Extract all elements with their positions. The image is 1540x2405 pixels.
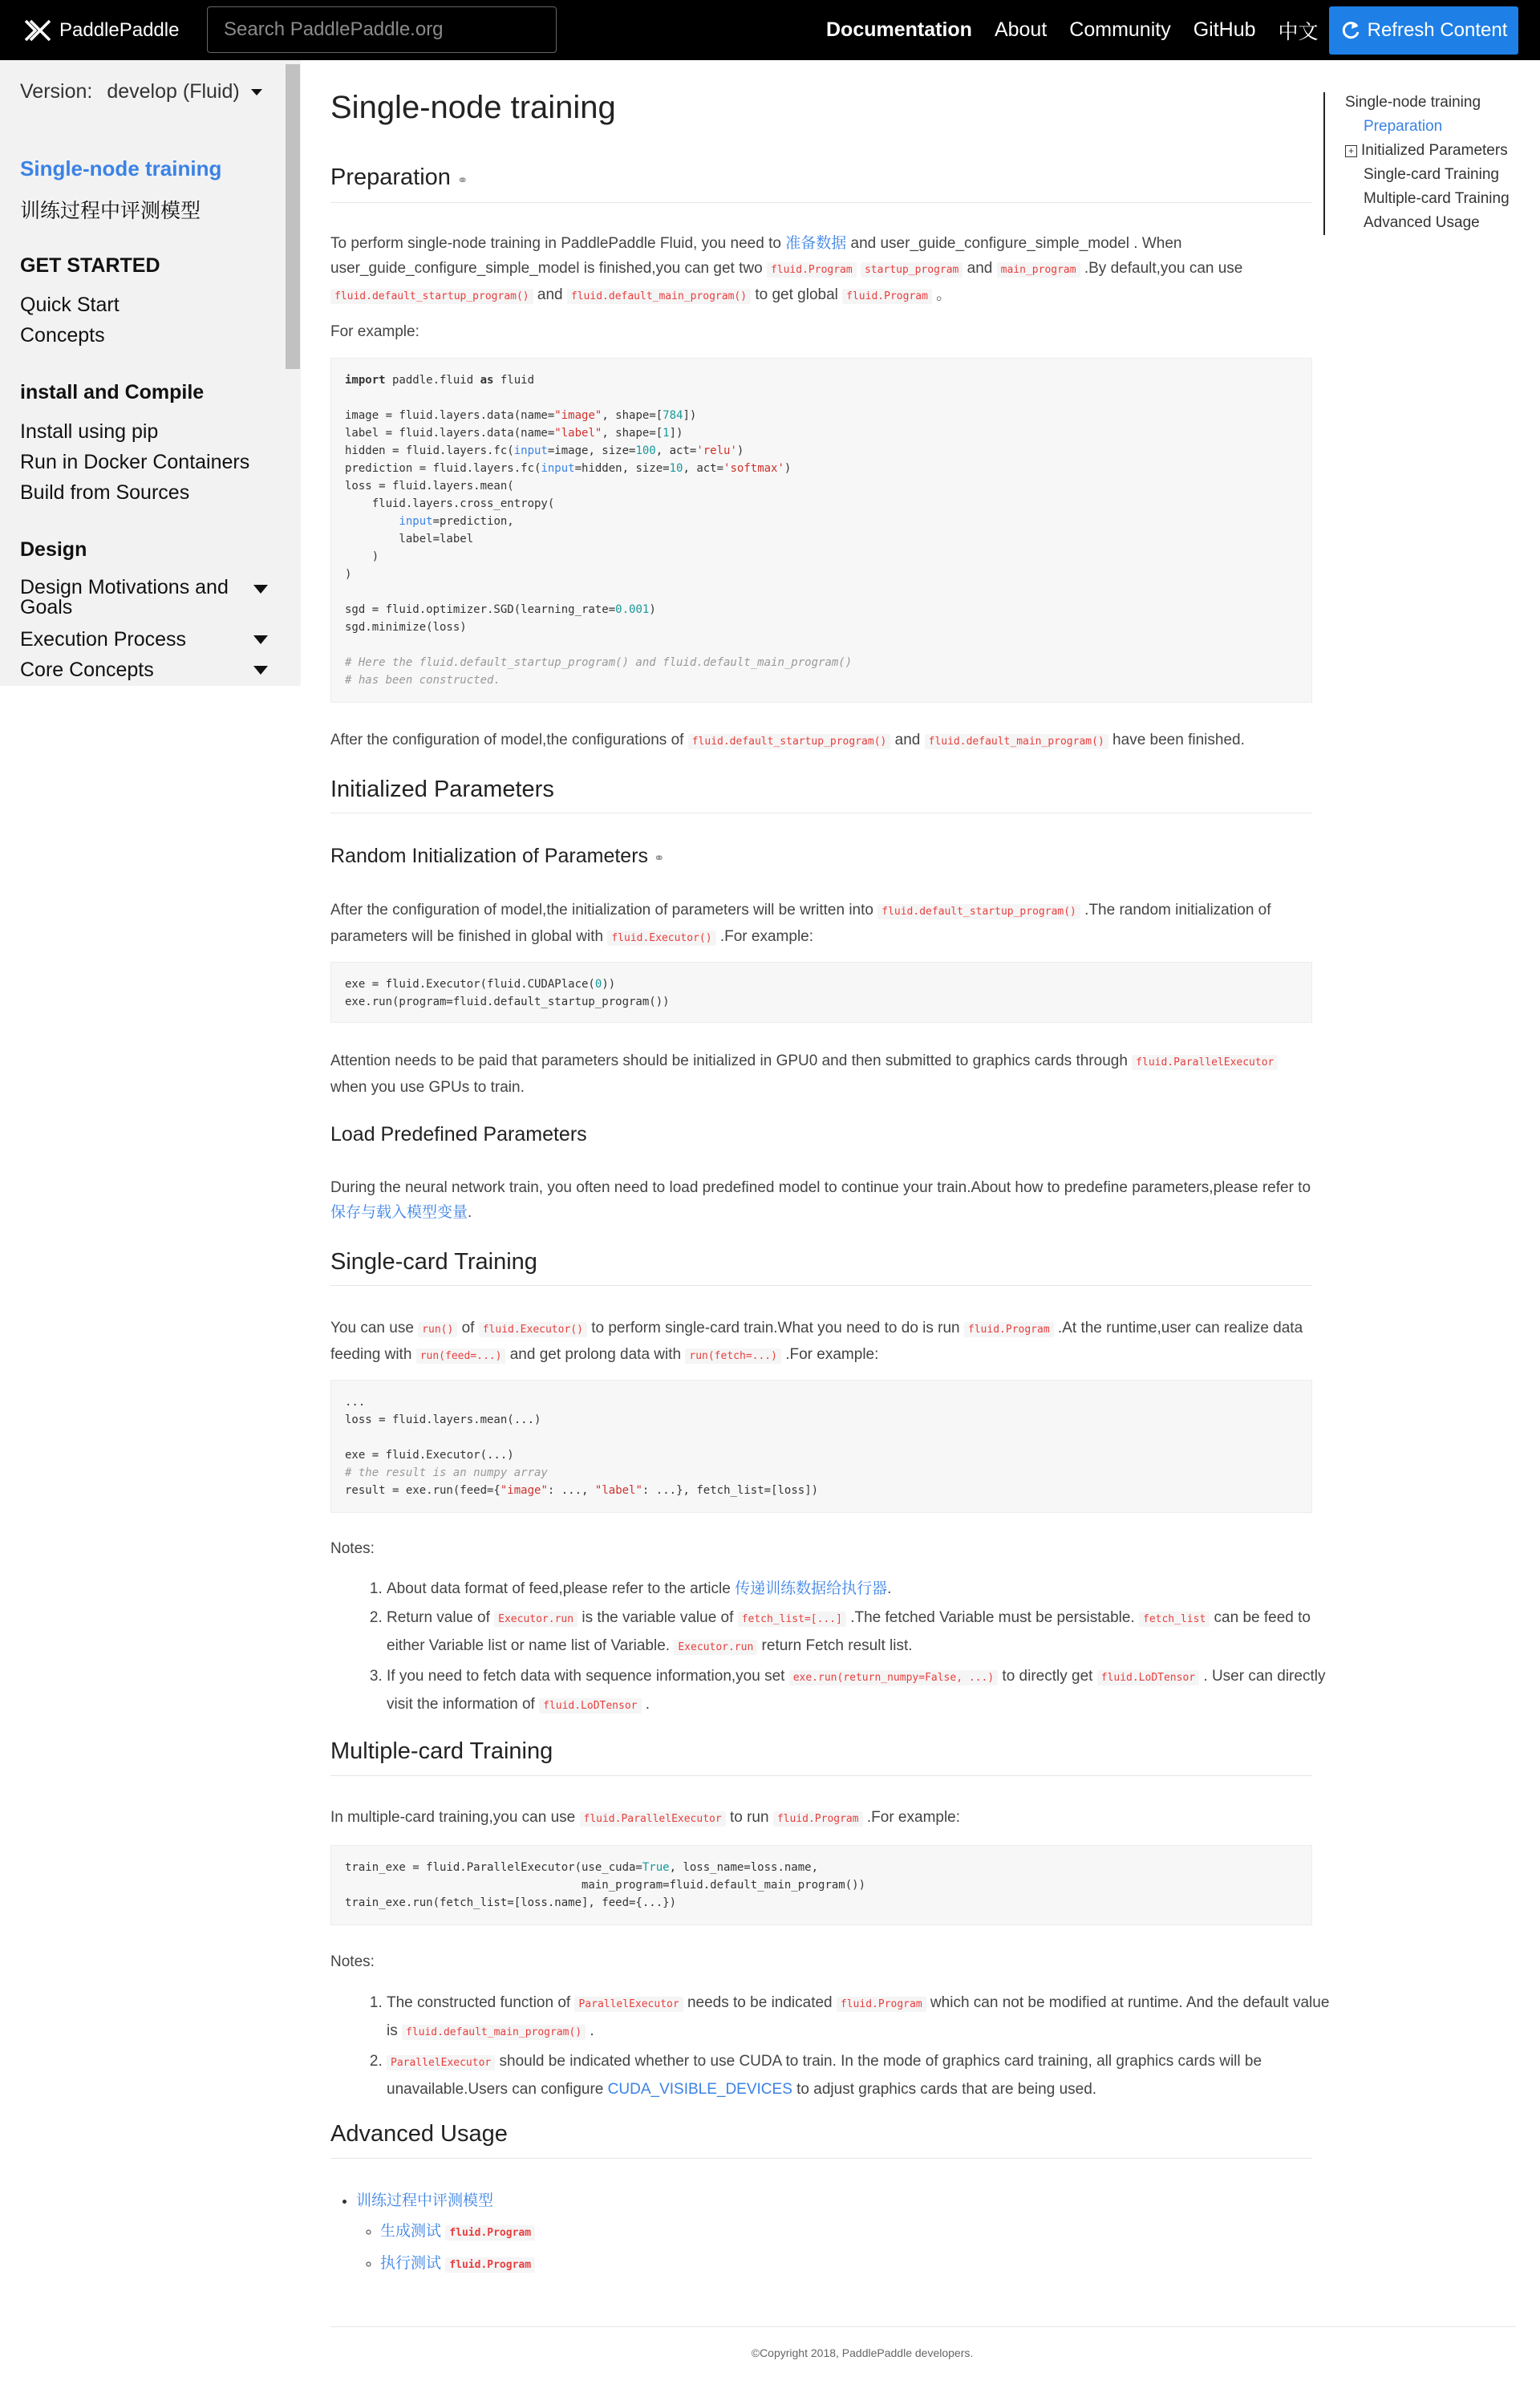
- link-feed-data[interactable]: 传递训练数据给执行器: [735, 1580, 888, 1597]
- version-value: develop (Fluid): [107, 80, 240, 103]
- inline-code: fluid.Executor(): [479, 1322, 587, 1337]
- text: In multiple-card training,you can use: [330, 1809, 580, 1826]
- inline-code: fluid.Program: [445, 2225, 535, 2241]
- sidebar-scrollbar[interactable]: [286, 64, 300, 369]
- multi-card-notes: [363, 1989, 1336, 2105]
- text: If you need to fetch data with sequence information,you set: [387, 1668, 789, 1685]
- text: needs to be indicated: [683, 1994, 837, 2011]
- text: You can use: [330, 1320, 419, 1336]
- divider: [330, 202, 1312, 203]
- text: and get prolong data with: [505, 1346, 686, 1363]
- search-input[interactable]: [207, 6, 557, 53]
- text: .For example:: [780, 1346, 879, 1363]
- logo-text: PaddlePaddle: [59, 19, 180, 41]
- toc-single-node[interactable]: Single-node training: [1345, 94, 1481, 111]
- text: .For example:: [715, 928, 814, 945]
- init-paragraph: [330, 898, 1312, 951]
- text: .At the runtime,user can realize data feeding with: [330, 1320, 1303, 1363]
- expand-caret-icon[interactable]: [253, 666, 268, 675]
- list-item: [387, 1663, 1336, 1719]
- inline-code: fluid.default_startup_program(): [877, 904, 1080, 919]
- text: to directly get: [998, 1668, 1097, 1685]
- text: Return value of: [387, 1609, 495, 1626]
- text: During the neural network train, you often need to load predefined model to continue your train.About how to predefine parameters,please refer to: [330, 1179, 1311, 1196]
- code-block-model[interactable]: import paddle.fluid as fluid image = fluid.layers.data(name="image", shape=[784]) label = fluid.layers.data(name="label", shape=[1]) hidden = fluid.layers.fc(input=image, size=100, act='relu') prediction = fluid.layers.fc(input=hidden, size=10, act='softmax') loss = fluid.layers.mean( fluid.layers.cross_entropy( input=prediction, label=label ) ) sgd = fluid.optimizer.SGD(learning_rate=0.001) sgd.minimize(loss) # Here the fluid.default_startup_program() and fluid.default_main_program() # has been constructed.: [330, 358, 1312, 703]
- text: .By default,you can use: [1080, 260, 1243, 277]
- text: .: [641, 1696, 650, 1713]
- heading-random-init: [330, 845, 664, 868]
- expand-caret-icon[interactable]: [253, 585, 268, 594]
- link-save-load[interactable]: 保存与载入模型变量: [330, 1204, 468, 1221]
- logo[interactable]: [22, 14, 179, 47]
- list-item: [387, 1989, 1336, 2046]
- nav-github[interactable]: GitHub: [1193, 18, 1256, 41]
- text: About data format of feed,please refer to the article: [387, 1580, 736, 1597]
- table-of-contents: [1323, 92, 1534, 235]
- divider: [330, 1775, 1312, 1776]
- sidebar-item-install-pip[interactable]: Install using pip: [20, 420, 159, 443]
- text: . User can directly visit the information of: [387, 1668, 1326, 1713]
- paddle-logo-icon: [22, 18, 53, 43]
- list-item: [387, 1576, 1336, 1602]
- text: return Fetch result list.: [757, 1637, 913, 1654]
- list-item: [387, 1604, 1336, 1661]
- inline-code: fluid.Executor(): [607, 931, 715, 946]
- inline-code: fluid.default_main_program(): [567, 289, 751, 304]
- text: is the variable value of: [578, 1609, 738, 1626]
- toc-preparation[interactable]: Preparation: [1364, 118, 1443, 135]
- link-evaluate-model[interactable]: 训练过程中评测模型: [356, 2192, 494, 2209]
- inline-code: ParallelExecutor: [387, 2055, 495, 2070]
- text: .: [468, 1204, 472, 1221]
- toc-advanced-usage[interactable]: Advanced Usage: [1364, 214, 1480, 231]
- sidebar-item-concepts[interactable]: Concepts: [20, 324, 105, 347]
- refresh-icon: [1340, 20, 1361, 41]
- after-config-paragraph: [330, 728, 1312, 754]
- inline-code: fluid.default_startup_program(): [688, 734, 891, 749]
- inline-code: fluid.LoDTensor: [539, 1698, 641, 1714]
- inline-code: startup_program: [861, 262, 962, 278]
- list-item: [387, 2048, 1336, 2103]
- sidebar-item-design-motivations[interactable]: Design Motivations and Goals: [20, 576, 229, 618]
- page-title: Single-node training: [330, 90, 616, 125]
- code-block-multi-card[interactable]: train_exe = fluid.ParallelExecutor(use_cuda=True, loss_name=loss.name, main_program=fluid.default_main_program()) train_exe.run(fetch_list=[loss.name], feed={...}): [330, 1845, 1312, 1925]
- inline-code: run(feed=...): [416, 1349, 506, 1364]
- toc-single-card[interactable]: Single-card Training: [1364, 166, 1499, 183]
- inline-code: fluid.default_main_program(): [402, 2025, 586, 2040]
- sidebar-item-build-source[interactable]: Build from Sources: [20, 481, 190, 504]
- text: and: [962, 260, 997, 277]
- top-navbar: [0, 0, 1540, 60]
- divider: [330, 1285, 1312, 1286]
- text: After the configuration of model,the initialization of parameters will be written into: [330, 902, 878, 919]
- sidebar-item-single-node-training[interactable]: Single-node training: [20, 156, 222, 180]
- advanced-list: [338, 2186, 535, 2281]
- text: to run: [725, 1809, 773, 1826]
- single-card-paragraph: [330, 1316, 1312, 1369]
- sidebar-heading-get-started: GET STARTED: [20, 254, 160, 277]
- inline-code: fluid.ParallelExecutor: [580, 1811, 726, 1827]
- list-item: [380, 2249, 535, 2281]
- text: .: [586, 2022, 594, 2039]
- toc-label: Initialized Parameters: [1361, 142, 1508, 159]
- inline-code: fluid.Program: [773, 1811, 863, 1827]
- footer-copyright: ©Copyright 2018, PaddlePaddle developers.: [751, 2346, 974, 2359]
- nav-language[interactable]: 中文: [1278, 20, 1319, 43]
- inline-code: fluid.ParallelExecutor: [1132, 1055, 1278, 1070]
- notes-label: Notes:: [330, 1540, 375, 1557]
- nav-community[interactable]: Community: [1069, 18, 1171, 41]
- prep-paragraph: [330, 231, 1312, 309]
- footer-divider: [330, 2326, 1516, 2327]
- link-prepare-data[interactable]: 准备数据: [785, 235, 847, 252]
- heading-text: Preparation: [330, 164, 451, 190]
- nav-about[interactable]: About: [994, 18, 1048, 41]
- link-generate-test[interactable]: 生成测试: [380, 2223, 442, 2240]
- toc-initialized-parameters[interactable]: [1345, 142, 1508, 160]
- list-item: [356, 2186, 535, 2281]
- heading-advanced-usage: Advanced Usage: [330, 2121, 508, 2147]
- sidebar-item-core-concepts[interactable]: Core Concepts: [20, 659, 154, 681]
- sidebar-item-execution-process[interactable]: Execution Process: [20, 628, 187, 651]
- text: to get global: [751, 286, 843, 303]
- inline-code: main_program: [997, 262, 1080, 278]
- text: and: [890, 732, 925, 748]
- heading-multiple-card: Multiple-card Training: [330, 1738, 553, 1764]
- text: After the configuration of model,the configurations of: [330, 732, 688, 748]
- anchor-link-icon[interactable]: ⚭: [457, 174, 468, 188]
- inline-code: fetch_list: [1139, 1612, 1210, 1627]
- inline-code: fluid.Program: [445, 2257, 535, 2273]
- nav-documentation[interactable]: Documentation: [826, 18, 972, 41]
- version-selector[interactable]: [20, 80, 262, 103]
- inline-code: run(): [418, 1322, 457, 1337]
- sidebar-item-docker[interactable]: Run in Docker Containers: [20, 451, 250, 473]
- inline-code: run(fetch=...): [685, 1349, 781, 1364]
- notes-label: Notes:: [330, 1953, 375, 1970]
- expand-plus-icon[interactable]: +: [1345, 145, 1357, 157]
- text: .The random initialization of parameters will be finished in global with: [330, 902, 1271, 945]
- inline-code: exe.run(return_numpy=False, ...): [789, 1670, 998, 1685]
- heading-preparation: [330, 164, 468, 191]
- heading-text: Random Initialization of Parameters: [330, 845, 649, 867]
- inline-code: fluid.default_startup_program(): [330, 289, 533, 304]
- multi-card-paragraph: [330, 1805, 1312, 1831]
- code-block-executor[interactable]: exe = fluid.Executor(fluid.CUDAPlace(0)) exe.run(program=fluid.default_startup_program()): [330, 962, 1312, 1023]
- refresh-label: Refresh Content: [1367, 19, 1508, 41]
- load-paragraph: [330, 1175, 1312, 1225]
- sidebar-item-evaluate-model[interactable]: 训练过程中评测模型: [20, 200, 201, 222]
- single-card-notes: [363, 1576, 1336, 1722]
- inline-code: fetch_list=[...]: [738, 1612, 846, 1627]
- text: .: [887, 1580, 892, 1597]
- chevron-down-icon: [251, 89, 262, 95]
- sidebar-item-quick-start[interactable]: Quick Start: [20, 294, 120, 316]
- nav-links: [826, 0, 1341, 60]
- list-item: [380, 2216, 535, 2249]
- anchor-link-icon[interactable]: ⚭: [653, 852, 665, 866]
- text: To perform single-node training in PaddlePaddle Fluid, you need to: [330, 235, 786, 252]
- inline-code: fluid.Program: [842, 289, 932, 304]
- inline-code: fluid.LoDTensor: [1097, 1670, 1199, 1685]
- code-block-single-card[interactable]: ... loss = fluid.layers.mean(...) exe = fluid.Executor(...) # the result is an numpy array result = exe.run(feed={"image": ..., "label": ...}, fetch_list=[loss]): [330, 1380, 1312, 1513]
- inline-code: Executor.run: [494, 1612, 578, 1627]
- link-run-test[interactable]: 执行测试: [380, 2255, 442, 2272]
- text: to adjust graphics cards that are being used.: [792, 2081, 1097, 2098]
- text: to perform single-card train.What you need to do is run: [586, 1320, 964, 1336]
- divider: [330, 2158, 1312, 2159]
- text: should be indicated whether to use CUDA to train. In the mode of graphics card training, all graphics cards will be unavailable.Users can configure: [387, 2053, 1262, 2098]
- inline-code: ParallelExecutor: [574, 1997, 683, 2012]
- inline-code: fluid.Program: [767, 262, 857, 278]
- text: of: [457, 1320, 479, 1336]
- text: The constructed function of: [387, 1994, 575, 2011]
- text: have been finished.: [1108, 732, 1245, 748]
- expand-caret-icon[interactable]: [253, 635, 268, 644]
- sidebar-heading-design: Design: [20, 538, 87, 561]
- attention-paragraph: [330, 1048, 1312, 1100]
- text: and user_guide_configure_simple_model . When user_guide_configure_simple_model is finished,you can get two: [330, 235, 1182, 277]
- refresh-content-button[interactable]: [1329, 6, 1518, 55]
- inline-code: fluid.Program: [837, 1997, 926, 2012]
- text: when you use GPUs to train.: [330, 1079, 525, 1096]
- for-example-text: For example:: [330, 323, 419, 340]
- text: 。: [931, 286, 952, 303]
- heading-single-card: Single-card Training: [330, 1249, 537, 1275]
- version-label: Version:: [20, 80, 93, 103]
- inline-code: fluid.default_main_program(): [925, 734, 1108, 749]
- sidebar-heading-install: install and Compile: [20, 381, 205, 404]
- text: Attention needs to be paid that parameters should be initialized in GPU0 and then submitted to graphics cards through: [330, 1052, 1133, 1069]
- text: which can not be modified at runtime. And the default value is: [387, 1994, 1330, 2039]
- text: .For example:: [862, 1809, 961, 1826]
- inline-code: Executor.run: [674, 1640, 757, 1655]
- text: and: [533, 286, 567, 303]
- text: .The fetched Variable must be persistable.: [845, 1609, 1139, 1626]
- link-cuda-visible-devices[interactable]: CUDA_VISIBLE_DEVICES: [607, 2081, 792, 2098]
- heading-load-predefined: Load Predefined Parameters: [330, 1123, 587, 1146]
- text: can be feed to either Variable list or name list of Variable.: [387, 1609, 1311, 1654]
- toc-multiple-card[interactable]: Multiple-card Training: [1364, 190, 1510, 207]
- inline-code: fluid.Program: [964, 1322, 1054, 1337]
- heading-initialized-parameters: Initialized Parameters: [330, 777, 554, 802]
